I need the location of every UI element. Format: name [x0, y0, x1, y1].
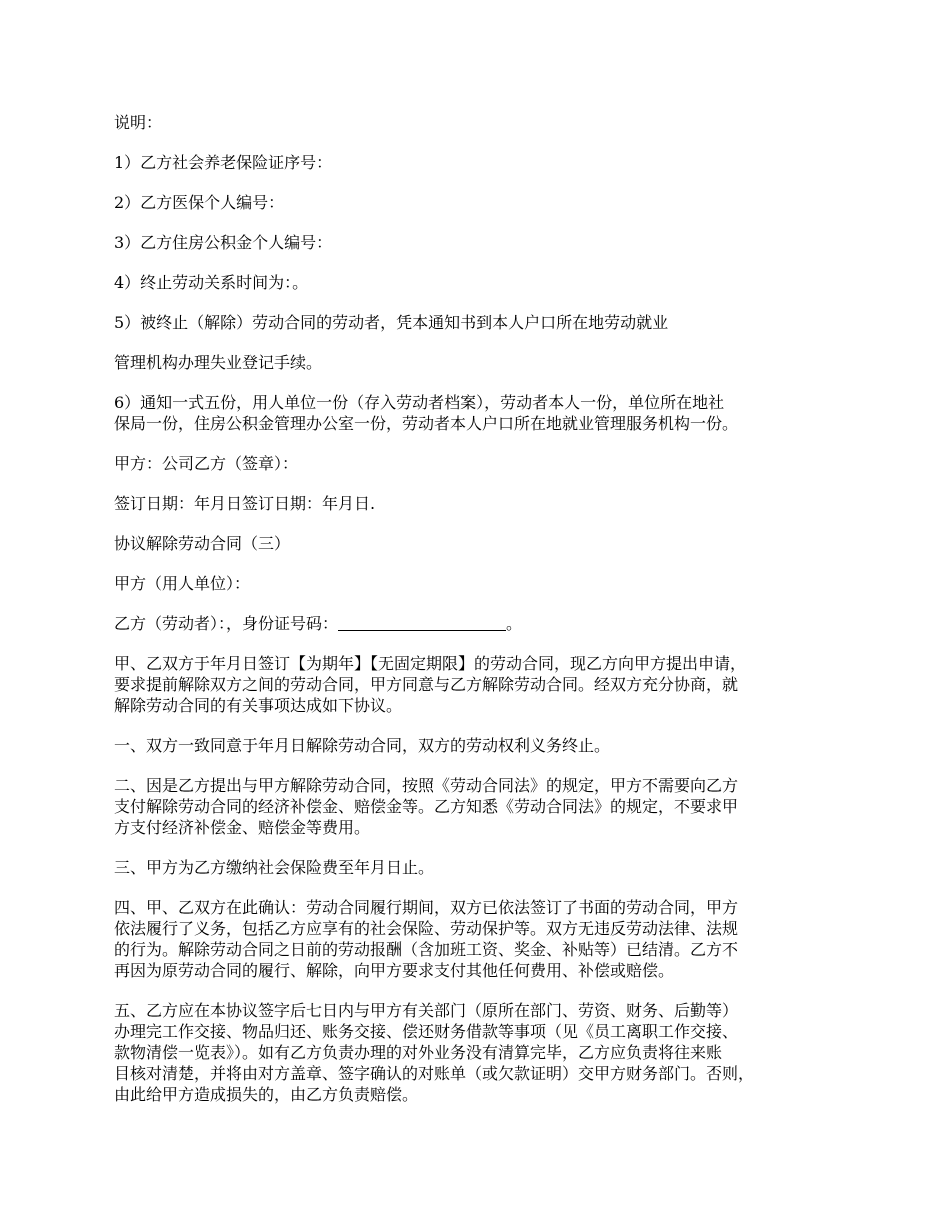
- text-line: 甲、乙双方于年月日签订【为期年】【无固定期限】的劳动合同，现乙方向甲方提出申请，: [114, 654, 747, 673]
- party-b-line: [114, 613, 844, 634]
- text-line: 目核对清楚，并将由对方盖章、签字确认的对账单（或欠款证明）交甲方财务部门。否则，: [114, 1064, 755, 1083]
- text-line: 要求提前解除双方之间的劳动合同，甲方同意与乙方解除劳动合同。经双方充分协商，就: [114, 675, 739, 694]
- text-line: 办理完工作交接、物品归还、账务交接、偿还财务借款等事项（见《员工离职工作交接、: [114, 1022, 739, 1041]
- agreement-preamble: [114, 653, 844, 716]
- text-line: 的行为。解除劳动合同之日前的劳动报酬（含加班工资、奖金、补贴等）已结清。乙方不: [114, 940, 739, 959]
- text-line: 五、乙方应在本协议签字后七日内与甲方有关部门（原所在部门、劳资、财务、后勤等）: [114, 1001, 739, 1020]
- party-b-label: 乙方（劳动者）：，身份证号码：: [114, 614, 339, 633]
- text-line: 依法履行了义务，包括乙方应享有的社会保险、劳动保护等。双方无违反劳动法律、法规: [114, 919, 739, 938]
- party-a-line: 甲方（用人单位）：: [114, 574, 251, 593]
- text-line: 保局一份，住房公积金管理办公室一份，劳动者本人户口所在地就业管理服务机构一份。: [114, 414, 739, 433]
- clause-5: [114, 1000, 844, 1105]
- item-copies: [114, 392, 844, 434]
- signature-line: 甲方：公司乙方（签章）：: [114, 454, 299, 473]
- clause-3: 三、甲方为乙方缴纳社会保险费至年月日止。: [114, 858, 435, 877]
- item-termination-time: 4）终止劳动关系时间为：。: [114, 273, 309, 292]
- item-unemployment-registration-cont: 管理机构办理失业登记手续。: [114, 353, 323, 372]
- document-page: [114, 112, 844, 1124]
- party-b-suffix: 。: [506, 614, 523, 633]
- item-pension-number: 1）乙方社会养老保险证序号：: [114, 153, 333, 172]
- text-line: 由此给甲方造成损失的，由乙方负责赔偿。: [114, 1085, 419, 1104]
- text-line: 四、甲、乙双方在此确认：劳动合同履行期间，双方已依法签订了书面的劳动合同，甲方: [114, 898, 739, 917]
- text-line: 6）通知一式五份，用人单位一份（存入劳动者档案），劳动者本人一份，单位所在地社: [114, 393, 725, 412]
- text-line: 支付解除劳动合同的经济补偿金、赔偿金等。乙方知悉《劳动合同法》的规定，不要求甲: [114, 797, 739, 816]
- text-line: 款物清偿一览表》）。如有乙方负责办理的对外业务没有清算完毕，乙方应负责将往来账: [114, 1043, 723, 1062]
- item-medical-number: 2）乙方医保个人编号：: [114, 193, 285, 212]
- agreement-title: 协议解除劳动合同（三）: [114, 534, 291, 553]
- id-number-blank: [338, 615, 506, 631]
- clause-4: [114, 897, 844, 981]
- item-unemployment-registration: 5）被终止（解除）劳动合同的劳动者，凭本通知书到本人户口所在地劳动就业: [114, 313, 669, 332]
- item-housing-fund-number: 3）乙方住房公积金个人编号：: [114, 233, 333, 252]
- signing-date-line: 签订日期：年月日签订日期：年月日.: [114, 494, 376, 513]
- text-line: 解除劳动合同的有关事项达成如下协议。: [114, 696, 403, 715]
- clause-2: [114, 775, 844, 838]
- text-line: 方支付经济补偿金、赔偿金等费用。: [114, 818, 371, 837]
- clause-1: 一、双方一致同意于年月日解除劳动合同，双方的劳动权利义务终止。: [114, 736, 611, 755]
- note-heading: 说明：: [114, 113, 163, 132]
- text-line: 再因为原劳动合同的履行、解除，向甲方要求支付其他任何费用、补偿或赔偿。: [114, 961, 675, 980]
- text-line: 二、因是乙方提出与甲方解除劳动合同，按照《劳动合同法》的规定，甲方不需要向乙方: [114, 776, 739, 795]
